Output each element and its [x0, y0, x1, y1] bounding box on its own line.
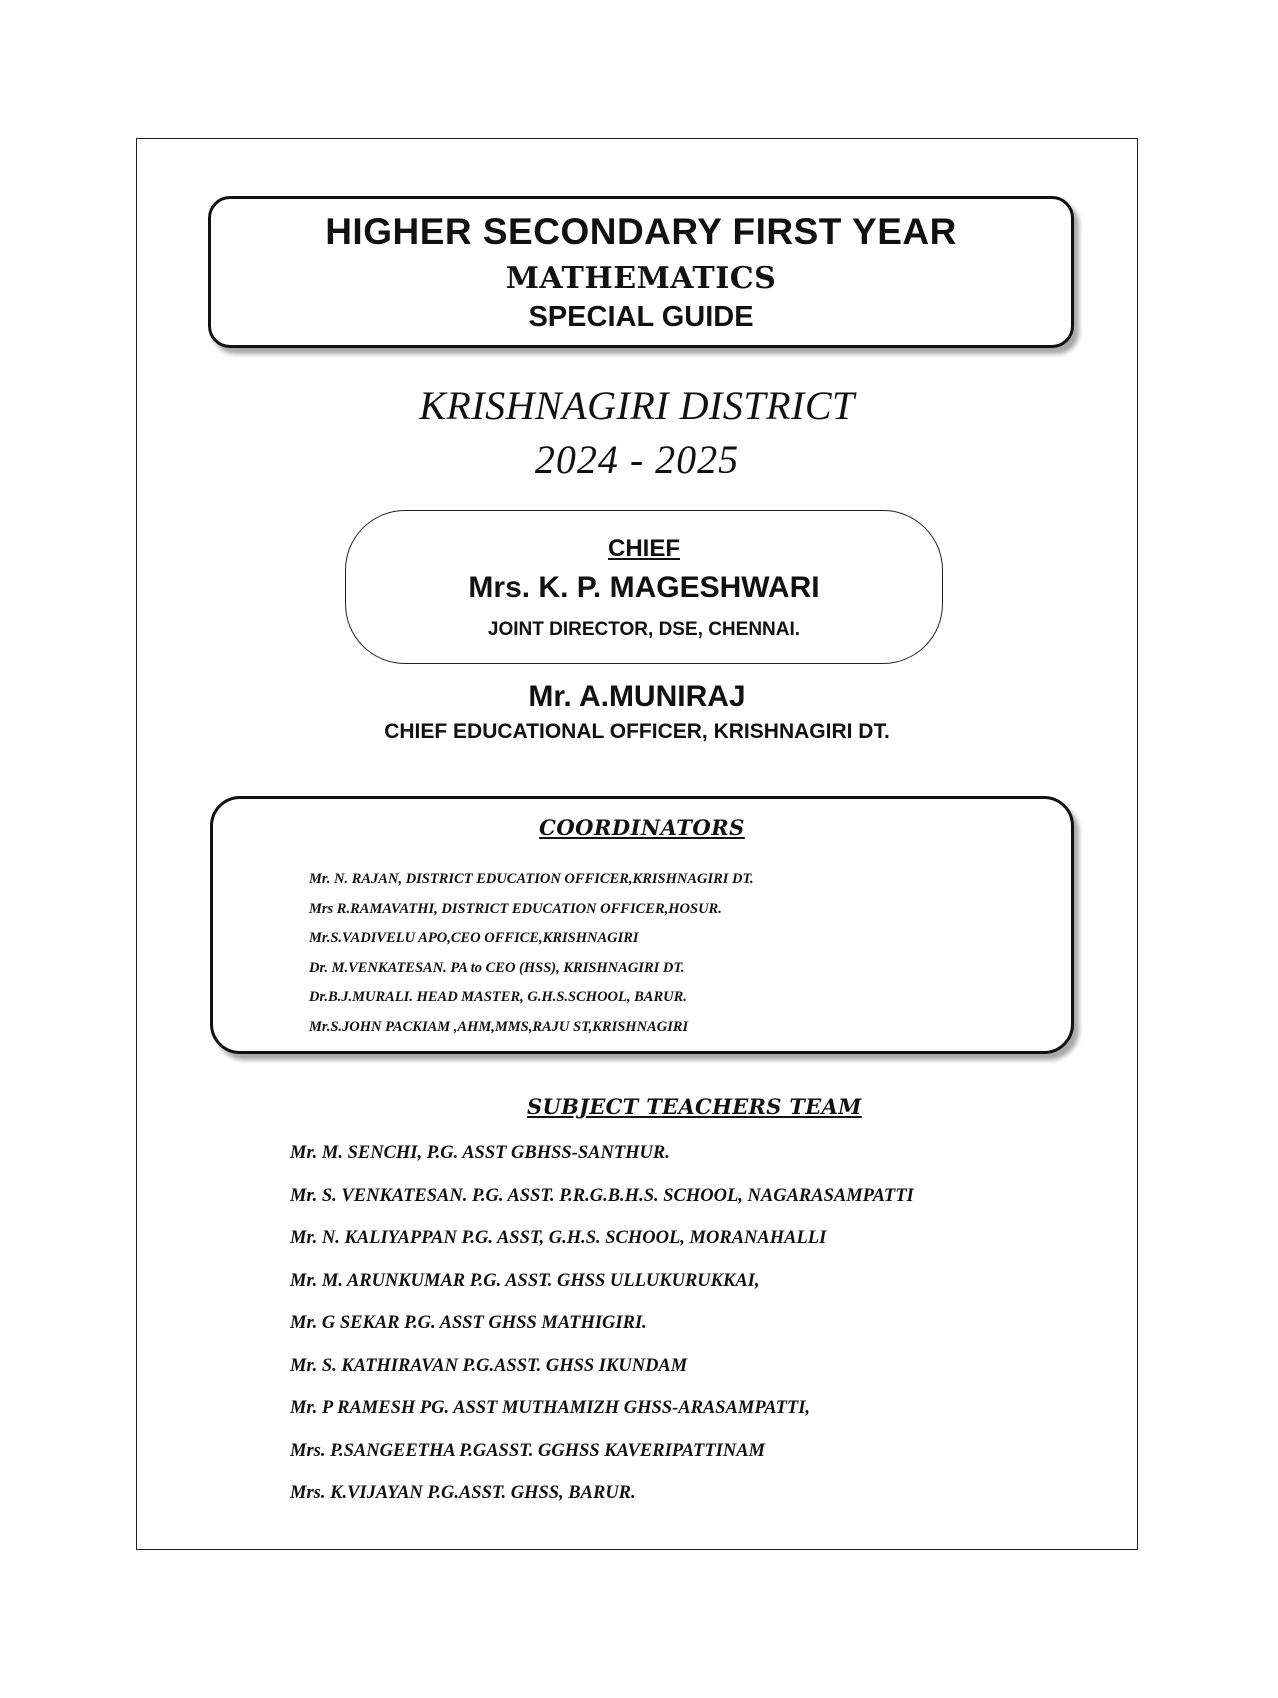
- document-title: HIGHER SECONDARY FIRST YEAR: [325, 211, 957, 252]
- coordinators-list: [309, 865, 754, 1042]
- teachers-list: [290, 1132, 914, 1515]
- district-name: KRISHNAGIRI DISTRICT: [419, 383, 855, 428]
- teacher-item: Mrs. P.SANGEETHA P.GASST. GGHSS KAVERIPATTINAM: [290, 1440, 766, 1461]
- ceo-role: CHIEF EDUCATIONAL OFFICER, KRISHNAGIRI DT.: [384, 720, 890, 743]
- teacher-item: Mr. S. VENKATESAN. P.G. ASST. P.R.G.B.H.S. SCHOOL, NAGARASAMPATTI: [290, 1185, 914, 1206]
- teacher-item: Mr. P RAMESH PG. ASST MUTHAMIZH GHSS-ARASAMPATTI,: [290, 1398, 811, 1418]
- coordinator-item: Mr.S.JOHN PACKIAM ,AHM,MMS,RAJU ST,KRISHNAGIRI: [309, 1018, 689, 1035]
- teacher-item: Mr. M. SENCHI, P.G. ASST GBHSS-SANTHUR.: [290, 1143, 670, 1163]
- coordinators-box: [210, 796, 1074, 1054]
- guide-title: SPECIAL GUIDE: [528, 301, 754, 333]
- teacher-item: Mr. N. KALIYAPPAN P.G. ASST, G.H.S. SCHOOL, MORANAHALLI: [290, 1228, 827, 1248]
- coordinator-item: Mrs R.RAMAVATHI, DISTRICT EDUCATION OFFICER,HOSUR.: [309, 900, 722, 917]
- ceo-name: Mr. A.MUNIRAJ: [528, 680, 746, 713]
- coordinator-item: Dr.B.J.MURALI. HEAD MASTER, G.H.S.SCHOOL, BARUR.: [309, 989, 687, 1005]
- teacher-item: Mr. S. KATHIRAVAN P.G.ASST. GHSS IKUNDAM: [290, 1355, 688, 1376]
- teacher-item: Mrs. K.VIJAYAN P.G.ASST. GHSS, BARUR.: [290, 1483, 636, 1503]
- title-box: [208, 196, 1074, 348]
- subject-title: MATHEMATICS: [505, 261, 777, 296]
- teacher-item: Mr. G SEKAR P.G. ASST GHSS MATHIGIRI.: [290, 1313, 647, 1333]
- chief-heading: CHIEF: [608, 535, 680, 562]
- teacher-item: Mr. M. ARUNKUMAR P.G. ASST. GHSS ULLUKURUKKAI,: [290, 1270, 760, 1291]
- coordinator-item: Dr. M.VENKATESAN. PA to CEO (HSS), KRISHNAGIRI DT.: [309, 959, 685, 976]
- chief-name: Mrs. K. P. MAGESHWARI: [468, 571, 820, 604]
- chief-box: [345, 510, 943, 664]
- coordinator-item: Mr. N. RAJAN, DISTRICT EDUCATION OFFICER,KRISHNAGIRI DT.: [309, 871, 754, 887]
- coordinators-heading: COORDINATORS: [539, 815, 745, 840]
- coordinator-item: Mr.S.VADIVELU APO,CEO OFFICE,KRISHNAGIRI: [309, 930, 639, 946]
- academic-year: 2024 - 2025: [534, 437, 740, 482]
- teachers-heading: SUBJECT TEACHERS TEAM: [527, 1094, 862, 1119]
- chief-role: JOINT DIRECTOR, DSE, CHENNAI.: [487, 619, 801, 640]
